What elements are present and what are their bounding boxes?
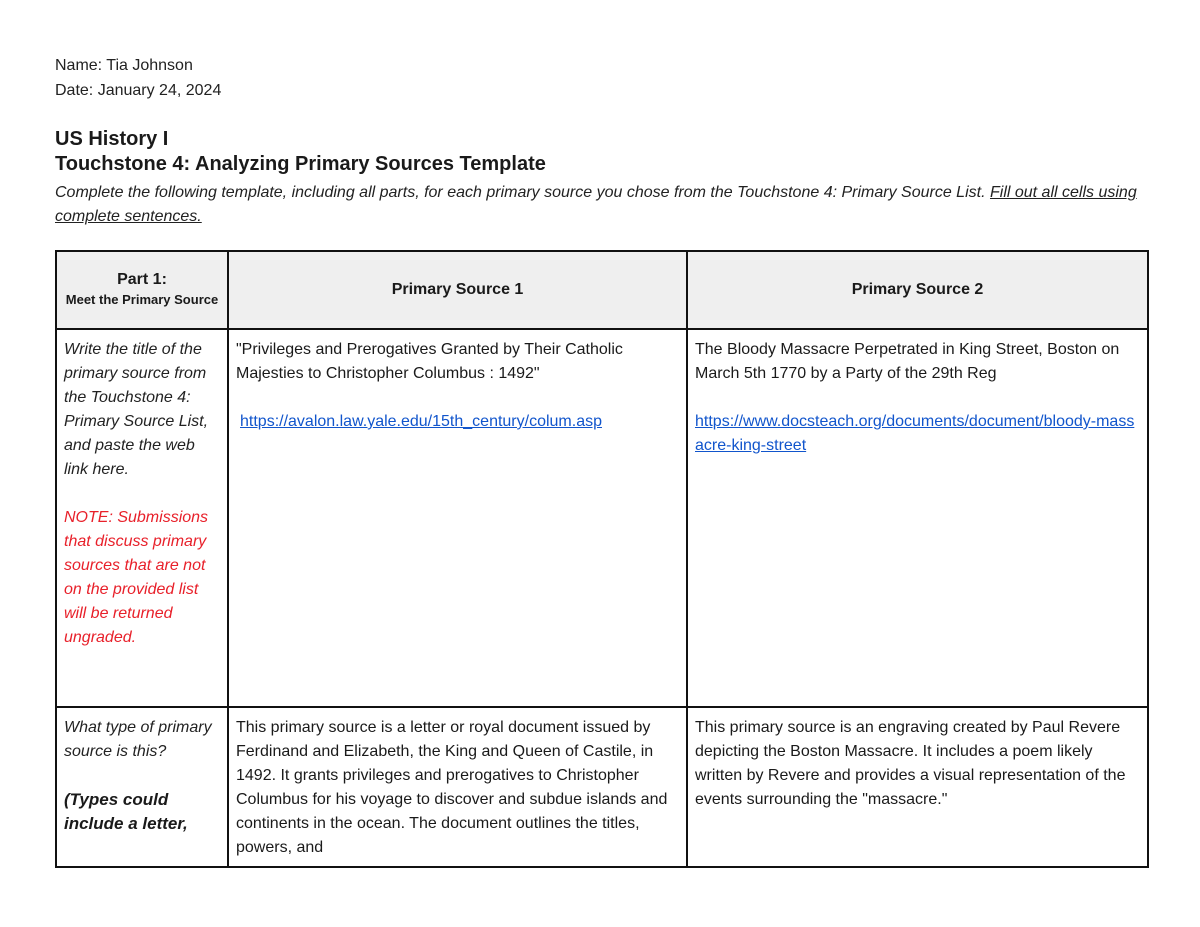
source-1-link[interactable]: https://avalon.law.yale.edu/15th_century/colum.asp: [240, 413, 602, 430]
table-row: [56, 329, 1148, 707]
prompt-cell-title: [56, 329, 228, 707]
prompt-cell-type: [56, 707, 228, 867]
course-title: US History I: [55, 128, 169, 150]
source-1-type-text: This primary source is a letter or royal document issued by Ferdinand and Elizabeth, the King and Queen of Castile, in 1492. It grants privileges and prerogatives to Christopher Columbus for his voyage to discover and subdue islands and continents in the ocean. The document outlines the titles, powers, and: [236, 719, 668, 856]
note-text: NOTE: Submissions that discuss primary sources that are not on the provided list will be returned ungraded.: [64, 509, 209, 646]
source-2-link[interactable]: https://www.docsteach.org/documents/document/bloody-massacre-king-street: [695, 413, 1135, 454]
template-table: [55, 250, 1149, 868]
table-row: [56, 707, 1148, 867]
instructions: [55, 181, 1150, 229]
prompt-type-bold: (Types could include a letter,: [64, 790, 188, 833]
assignment-title: Touchstone 4: Analyzing Primary Sources Template: [55, 153, 546, 175]
date-line: Date: January 24, 2024: [55, 82, 222, 99]
table-header-row: [56, 251, 1148, 329]
header-part-sub: Meet the Primary Source: [65, 292, 219, 307]
header-cell-source-1: Primary Source 1: [228, 251, 687, 329]
prompt-type-text: What type of primary source is this?: [64, 719, 212, 760]
source-2-title: The Bloody Massacre Perpetrated in King Street, Boston on March 5th 1770 by a Party of the 29th Reg: [695, 341, 1120, 382]
instructions-text: Complete the following template, including all parts, for each primary source you chose from the Touchstone 4: Primary Source List.: [55, 184, 986, 201]
header-cell-source-2: Primary Source 2: [687, 251, 1148, 329]
prompt-title-text: Write the title of the primary source from the Touchstone 4: Primary Source List, and paste the web link here.: [64, 341, 209, 478]
instructions-underlined: Fill out all cells using complete sentences.: [55, 184, 1137, 225]
header-cell-part: [56, 251, 228, 329]
source-1-title: "Privileges and Prerogatives Granted by Their Catholic Majesties to Christopher Columbus : 1492": [236, 341, 623, 382]
header-part-label: Part 1:: [117, 271, 167, 288]
source-2-type-cell[interactable]: [687, 707, 1148, 867]
source-1-title-cell[interactable]: [228, 329, 687, 707]
source-2-title-cell[interactable]: [687, 329, 1148, 707]
source-2-type-text: This primary source is an engraving created by Paul Revere depicting the Boston Massacre. It includes a poem likely written by Revere and provides a visual representation of the events surrounding the "massacre.": [695, 719, 1126, 808]
source-1-type-cell[interactable]: [228, 707, 687, 867]
name-line: Name: Tia Johnson: [55, 57, 193, 74]
